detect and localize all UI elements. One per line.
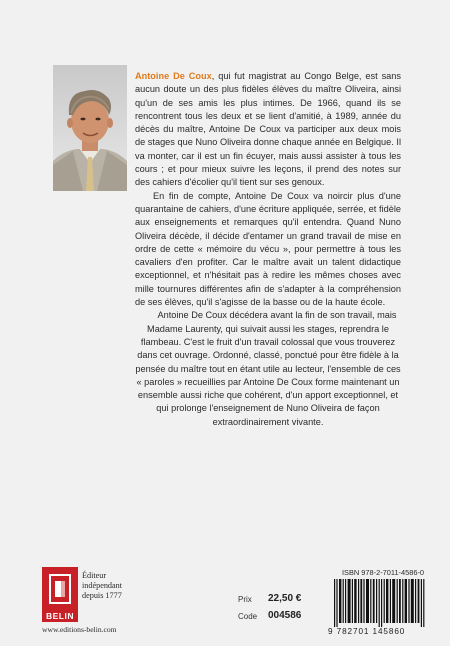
publisher-line-3: depuis 1777 (82, 591, 122, 600)
author-name: Antoine De Coux (135, 71, 212, 81)
back-cover-text (135, 70, 401, 429)
isbn-number: ISBN 978-2-7011-4586-0 (342, 568, 425, 577)
paragraph-3: Antoine De Coux décédera avant la fin de son travail, mais Madame Laurenty, qui suivait aussi les stages, reprendra le flambeau. C'est le fruit d'un travail colossal que vous trouverez dans cet ouvrage. Ordonné, classé, ponctué pour être fidèle à la pensée du maître tout en étant utile au lecteur, l'ensemble de ces « paroles » recueillies par Antoine De Coux forme maintenant un ensemble aussi riche que cohérent, d'un apport exceptionnel, et qui prolonge l'enseignement de Nuno Oliveira de façon extraordinairement vivante. (135, 310, 401, 427)
paragraph-1 (135, 70, 401, 190)
code-value: 004586 (268, 610, 302, 621)
author-portrait-photo (53, 65, 127, 191)
code-row (238, 610, 318, 624)
isbn-barcode (322, 568, 430, 640)
publisher-info (82, 571, 142, 601)
publisher-block (42, 567, 122, 635)
ean-digits: 9 782701 145860 (328, 627, 406, 636)
portrait-image (53, 65, 127, 191)
publisher-line-1: Éditeur (82, 571, 107, 580)
publisher-line-2: indépendant (82, 581, 123, 590)
paragraph-2: En fin de compte, Antoine De Coux va noircir plus d'une quarantaine de cahiers, d'une écriture appliquée, serrée, et fidèle aux enseignements et remarques qu'il entendra. Quand Nuno Oliveira décède, il décide d'entamer un grand travail de mise en ordre de cette « mémoire du vécu », pour permettre à tous les cavaliers d'en profiter. Car le maître avait un talent didactique exceptionnel, et n'hésitait pas à redire les mêmes choses avec mille tournures différentes afin de s'adapter à la compréhension de ses élèves, qu'il s'agisse de la basse ou de la haute école. (135, 190, 401, 308)
price-row (238, 593, 318, 607)
belin-logo-word: BELIN (46, 611, 74, 621)
price-value: 22,50 € (268, 593, 302, 604)
price-label: Prix (238, 595, 252, 604)
publisher-website: www.editions-belin.com (42, 625, 117, 634)
barcode-bars (334, 579, 428, 627)
belin-logo (42, 567, 78, 622)
code-label: Code (238, 612, 258, 621)
paragraph-1-text: , qui fut magistrat au Congo Belge, est sans aucun doute un des plus fidèles élèves du maître Oliveira, ainsi qu'un de ses amis les plus intimes. De 1966, quand ils se rencontrent tous les deux et se lient d'amitié, à 1989, année du décès du maître, Antoine De Coux va participer aux deux mois de stages que Nuno Oliveira donne chaque année en Belgique. Il va monter, car il est un fin écuyer, mais aussi assister à tous les cours ; et pour mieux suivre les leçons, il prend des notes sur des cahiers d'écolier qu'il tient sur ses genoux. (135, 71, 401, 188)
